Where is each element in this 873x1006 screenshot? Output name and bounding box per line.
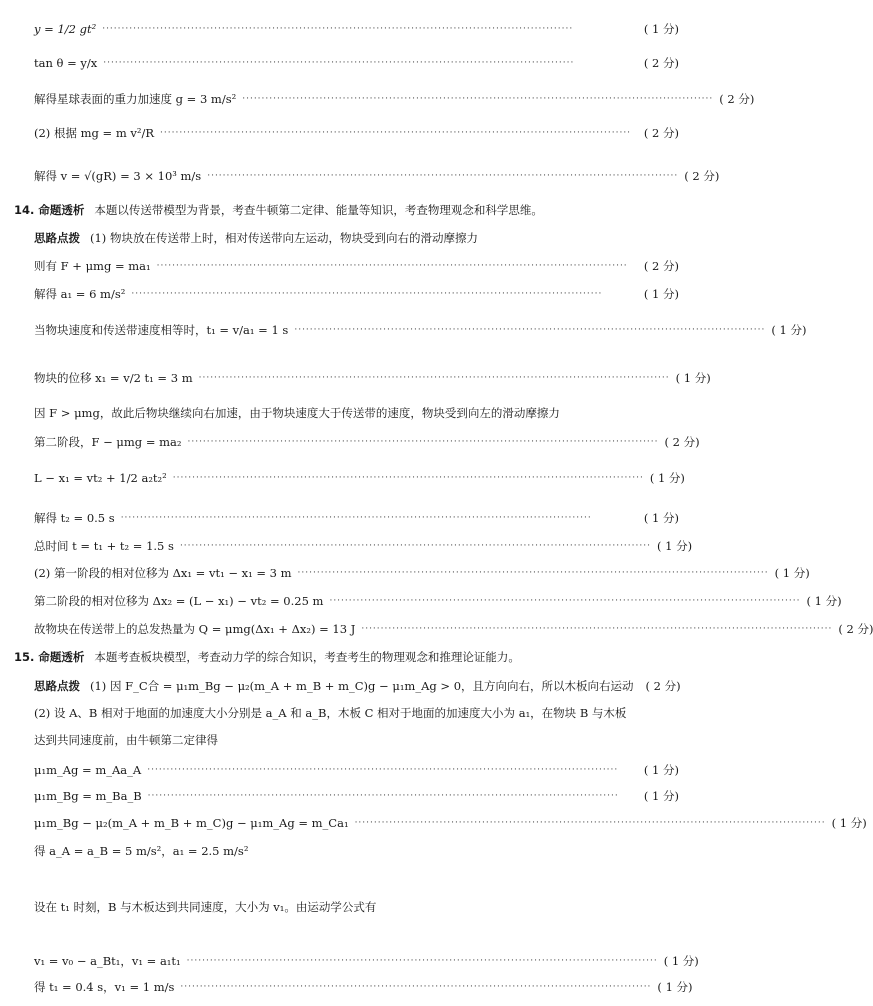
score-label: ( 1 分) [675,371,711,385]
line-text: 当物块速度和传送带速度相等时，t₁ = v/a₁ = 1 s [34,323,289,337]
dot-leader: ·························································································································· [120,513,592,523]
dot-leader: ·························································································································· [179,541,651,551]
answer-line [34,763,679,777]
answer-line [34,954,699,968]
score-label: ( 1 分) [806,594,842,608]
score-label: ( 1 分) [643,789,679,803]
dot-leader: ·························································································································· [186,956,658,966]
line-text: 得 t₁ = 0.4 s，v₁ = 1 m/s [34,980,175,994]
line-text: 得 a_A = a_B = 5 m/s²，a₁ = 2.5 m/s² [34,844,249,858]
question-header [14,203,679,217]
question-label: 15. 命题透析 [14,650,85,664]
dot-leader: ·························································································································· [103,58,575,68]
line-text: 物块的位移 x₁ = v/2 t₁ = 3 m [34,371,193,385]
line-text: 第二阶段，F − μmg = ma₂ [34,435,182,449]
line-text: 第二阶段的相对位移为 Δx₂ = (L − x₁) − vt₂ = 0.25 m [34,594,324,608]
line-text: L − x₁ = vt₂ + 1/2 a₂t₂² [34,471,167,485]
score-label: ( 1 分) [643,287,679,301]
line-text: (2) 设 A、B 相对于地面的加速度大小分别是 a_A 和 a_B，木板 C 相对于地面的加速度大小为 a₁，在物块 B 与木板 [34,706,627,720]
answer-line [34,471,685,485]
line-text: μ₁m_Bg − μ₂(m_A + m_B + m_C)g − μ₁m_Ag = m_Ca₁ [34,816,349,830]
line-text: 本题以传送带模型为背景，考查牛顿第二定律、能量等知识，考查物理观念和科学思维。 [94,203,543,217]
line-text: (2) 根据 mg = m v²/R [34,126,155,140]
answer-line [34,169,720,183]
dot-leader: ·························································································································· [329,596,801,606]
line-text: 达到共同速度前，由牛顿第二定律得 [34,733,218,747]
score-label: ( 2 分) [643,56,679,70]
dot-leader: ·························································································································· [297,568,769,578]
answer-line [34,92,755,106]
score-label: ( 2 分) [645,679,681,693]
score-label: ( 1 分) [774,566,810,580]
score-label: ( 2 分) [643,126,679,140]
line-text: 因 F > μmg，故此后物块继续向右加速，由于物块速度大于传送带的速度，物块受到向左的滑动摩擦力 [34,406,560,420]
answer-line [34,323,807,337]
score-label: ( 1 分) [649,471,685,485]
question-header [14,650,679,664]
answer-line [34,22,679,36]
dot-leader: ·························································································································· [207,171,679,181]
score-label: ( 2 分) [838,622,873,636]
dot-leader: ·························································································································· [147,791,619,801]
answer-line [34,539,693,553]
line-text: y = 1/2 gt² [34,22,97,36]
answer-line [34,406,679,420]
dot-leader: ·························································································································· [131,289,603,299]
dot-leader: ·························································································································· [102,24,574,34]
answer-line [34,789,679,803]
line-text: 则有 F + μmg = ma₁ [34,259,151,273]
score-label: ( 1 分) [831,816,867,830]
dot-leader: ·························································································································· [187,437,659,447]
dot-leader: ·························································································································· [242,94,714,104]
answer-line [34,900,679,914]
score-label: ( 1 分) [656,539,693,553]
score-label: ( 2 分) [684,169,720,183]
answer-line [34,435,700,449]
answer-line [34,566,810,580]
line-text: (1) 物块放在传送带上时，相对传送带向左运动，物块受到向右的滑动摩擦力 [90,231,478,245]
line-text: 本题考查板块模型，考查动力学的综合知识，考查考生的物理观念和推理论证能力。 [94,650,520,664]
line-text: 解得 t₂ = 0.5 s [34,511,115,525]
answer-line [34,622,873,636]
answer-line [34,287,679,301]
score-label: ( 2 分) [719,92,755,106]
score-label: ( 1 分) [657,980,693,994]
line-text: 设在 t₁ 时刻，B 与木板达到共同速度，大小为 v₁。由运动学公式有 [34,900,377,914]
section-label: 思路点拨 [34,679,80,693]
dot-leader: ·························································································································· [180,982,652,992]
dot-leader: ·························································································································· [156,261,628,271]
answer-line [34,371,711,385]
dot-leader: ·························································································································· [294,325,766,335]
section-label: 思路点拨 [34,231,80,245]
answer-line [34,511,679,525]
line-text: 解得星球表面的重力加速度 g = 3 m/s² [34,92,237,106]
answer-line [34,980,693,994]
line-text: μ₁m_Ag = m_Aa_A [34,763,142,777]
dot-leader: ·························································································································· [160,128,632,138]
line-text: μ₁m_Bg = m_Ba_B [34,789,142,803]
line-text: tan θ = y/x [34,56,98,70]
line-text: (1) 因 F_C合 = μ₁m_Bg − μ₂(m_A + m_B + m_C)g − μ₁m_Ag > 0，且方向向右，所以木板向右运动 [90,679,634,693]
score-label: ( 1 分) [643,763,679,777]
line-text: 总时间 t = t₁ + t₂ = 1.5 s [34,539,174,553]
dot-leader: ·························································································································· [147,765,619,775]
score-label: ( 1 分) [643,22,679,36]
score-label: ( 2 分) [664,435,700,449]
dot-leader: ·························································································································· [361,624,833,634]
answer-line [34,231,679,245]
answer-line [34,594,842,608]
score-label: ( 1 分) [663,954,699,968]
line-text: 解得 a₁ = 6 m/s² [34,287,126,301]
answer-line [34,816,867,830]
dot-leader: ·························································································································· [354,818,826,828]
question-label: 14. 命题透析 [14,203,85,217]
answer-line [34,679,679,693]
line-text: (2) 第一阶段的相对位移为 Δx₁ = vt₁ − x₁ = 3 m [34,566,292,580]
answer-line [34,733,679,747]
line-text: v₁ = v₀ − a_Bt₁，v₁ = a₁t₁ [34,954,181,968]
dot-leader: ·························································································································· [172,473,644,483]
score-label: ( 2 分) [643,259,679,273]
dot-leader: ·························································································································· [198,373,670,383]
score-label: ( 1 分) [771,323,807,337]
line-text: 解得 v = √(gR) = 3 × 10³ m/s [34,169,202,183]
answer-line [34,844,679,858]
answer-line [34,126,679,140]
answer-line [34,706,679,720]
line-text: 故物块在传送带上的总发热量为 Q = μmg(Δx₁ + Δx₂) = 13 J [34,622,356,636]
score-label: ( 1 分) [643,511,679,525]
answer-line [34,56,679,70]
answer-line [34,259,679,273]
